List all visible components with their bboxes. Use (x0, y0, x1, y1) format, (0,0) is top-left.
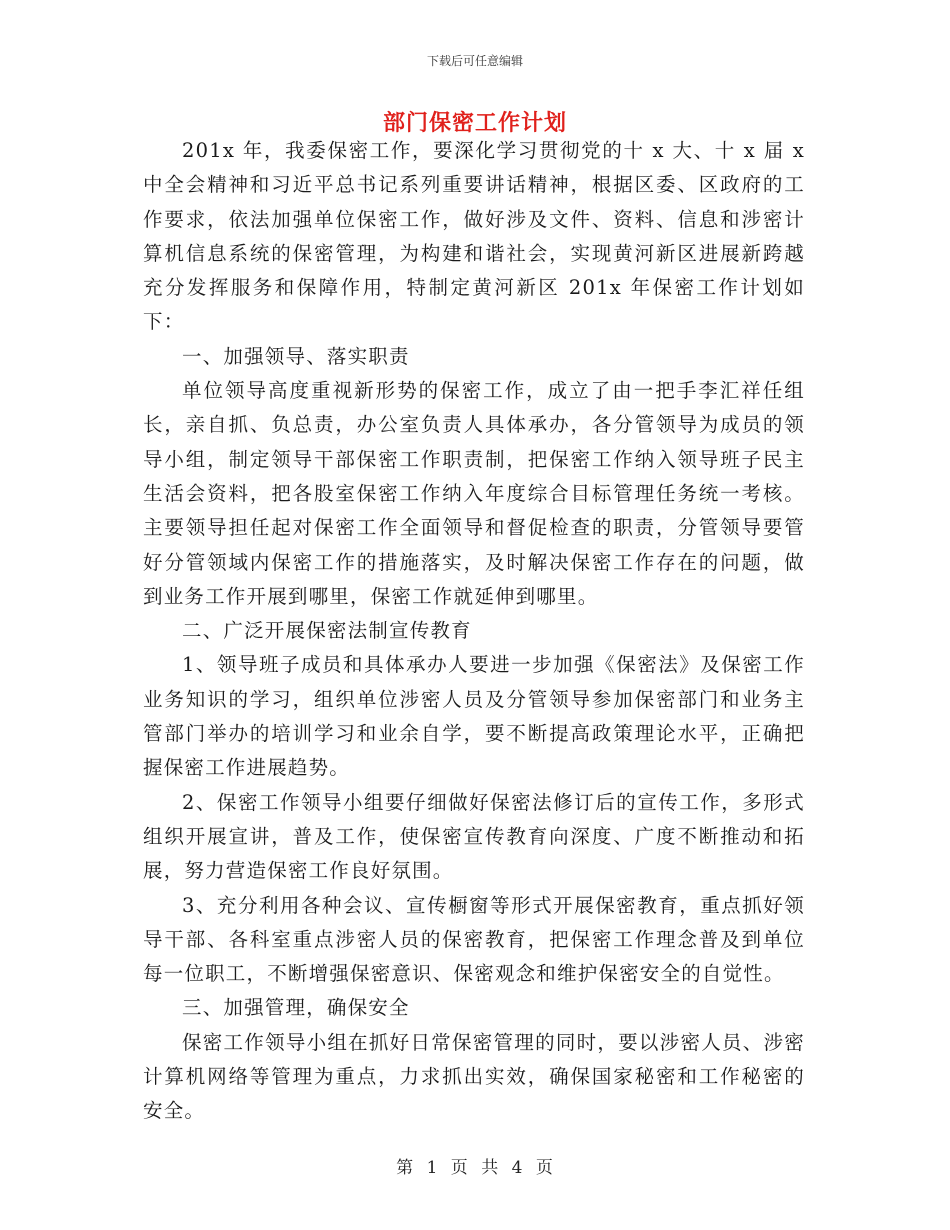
footer-prefix: 第 (396, 1158, 415, 1178)
list-item-paragraph: 3、充分利用各种会议、宣传橱窗等形式开展保密教育，重点抓好领导干部、各科室重点涉密人员的保密教育，把保密工作理念普及到单位每一位职工，不断增强保密意识、保密观念和维护保密安全的自觉性。 (143, 893, 805, 986)
body-paragraph: 保密工作领导小组在抓好日常保密管理的同时，要以涉密人员、涉密计算机网络等管理为重点，力求抓出实效，确保国家秘密和工作秘密的安全。 (143, 1030, 805, 1123)
current-page-number: 1 (426, 1158, 439, 1178)
document-body (143, 134, 805, 1129)
section-heading-1: 一、加强领导、落实职责 (182, 344, 410, 368)
page-header (0, 52, 950, 69)
header-note: 下载后可任意编辑 (426, 54, 523, 68)
intro-paragraph: 201x 年，我委保密工作，要深化学习贯彻党的十 x 大、十 x 届 x 中全会精神和习近平总书记系列重要讲话精神，根据区委、区政府的工作要求，依法加强单位保密工作，做好涉及文件、资料、信息和涉密计算机信息系统的保密管理，为构建和谐社会，实现黄河新区进展新跨越充分发挥服务和保障作用，特制定黄河新区 201x 年保密工作计划如下： (143, 139, 805, 334)
list-item-paragraph: 2、保密工作领导小组要仔细做好保密法修订后的宣传工作，多形式组织开展宣讲，普及工作，使保密宣传教育向深度、广度不断推动和拓展，努力营造保密工作良好氛围。 (143, 790, 805, 883)
body-paragraph: 单位领导高度重视新形势的保密工作，成立了由一把手李汇祥任组长，亲自抓、负总责，办公室负责人具体承办，各分管领导为成员的领导小组，制定领导干部保密工作职责制，把保密工作纳入领导班子民主生活会资料，把各股室保密工作纳入年度综合目标管理任务统一考核。主要领导担任起对保密工作全面领导和督促检查的职责，分管领导要管好分管领域内保密工作的措施落实，及时解决保密工作存在的问题，做到业务工作开展到哪里，保密工作就延伸到哪里。 (143, 379, 805, 608)
footer-total-word: 共 (481, 1158, 500, 1178)
footer-suffix: 页 (535, 1158, 554, 1178)
list-item-paragraph: 1、领导班子成员和具体承办人要进一步加强《保密法》及保密工作业务知识的学习，组织单位涉密人员及分管领导参加保密部门和业务主管部门举办的培训学习和业余自学，要不断提高政策理论水平，正确把握保密工作进展趋势。 (143, 653, 805, 780)
document-title: 部门保密工作计划 (382, 110, 567, 136)
total-page-count: 4 (511, 1158, 524, 1178)
section-heading-2: 二、广泛开展保密法制宣传教育 (182, 619, 472, 643)
footer-page-word: 页 (450, 1158, 469, 1178)
section-heading-3: 三、加强管理，确保安全 (182, 996, 410, 1020)
page-footer (0, 1153, 950, 1178)
